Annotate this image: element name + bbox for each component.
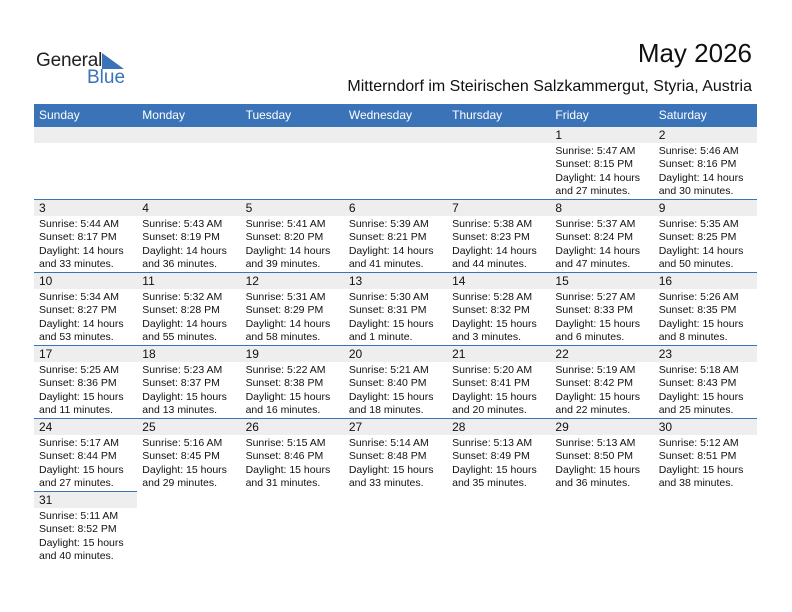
day-sun-info [452,364,550,418]
calendar-grid [34,104,757,564]
day-number: 17 [39,347,53,361]
day-cell [447,272,550,345]
sunrise-time: Sunrise: 5:23 AM [142,364,223,376]
daylight-hours: Daylight: 14 hours [142,317,227,330]
weekday-saturday: Saturday [658,108,707,122]
day-number: 13 [348,274,363,288]
sunrise-time: Sunrise: 5:35 AM [658,218,739,230]
day-cell [447,345,550,418]
day-number [452,126,550,143]
day-number: 7 [452,201,459,215]
day-number: 28 [452,420,466,434]
daylight-minutes: and 50 minutes. [658,258,734,271]
daylight-minutes: and 39 minutes. [245,258,321,271]
weekday-header-row [34,104,757,126]
day-sun-info [555,145,653,199]
daylight-minutes: and 44 minutes. [452,258,527,271]
sunrise-time: Sunrise: 5:20 AM [452,364,533,376]
week-row [34,345,757,418]
sunrise-time: Sunrise: 5:43 AM [142,218,223,230]
day-sun-info [659,145,757,199]
day-cell [344,272,447,345]
sunset-time: Sunset: 8:50 PM [555,450,634,463]
day-sun-info [246,364,344,418]
day-sun-info [555,364,653,418]
daylight-minutes: and 47 minutes. [555,258,631,271]
sunrise-time: Sunrise: 5:14 AM [348,437,429,449]
sunrise-time: Sunrise: 5:17 AM [39,437,119,449]
day-number: 11 [142,274,155,288]
day-cell [550,345,653,418]
daylight-minutes: and 20 minutes. [452,404,527,417]
sunset-time: Sunset: 8:38 PM [245,377,324,390]
day-cell [550,126,653,199]
day-number: 14 [452,274,466,288]
sunrise-time: Sunrise: 5:16 AM [142,437,223,449]
daylight-hours: Daylight: 15 hours [555,463,641,476]
day-sun-info [555,437,653,491]
day-number: 1 [555,128,563,142]
day-cell [344,418,447,491]
day-sun-info [659,291,757,345]
day-number: 26 [245,420,259,434]
daylight-minutes: and 27 minutes. [39,477,114,490]
daylight-minutes: and 38 minutes. [658,477,734,490]
sunrise-time: Sunrise: 5:34 AM [39,291,119,303]
day-sun-info [349,364,447,418]
daylight-minutes: and 58 minutes. [245,331,321,344]
day-sun-info [142,291,240,345]
daylight-hours: Daylight: 15 hours [245,463,331,476]
daylight-hours: Daylight: 15 hours [452,317,537,330]
daylight-hours: Daylight: 15 hours [142,463,227,476]
daylight-hours: Daylight: 15 hours [658,317,744,330]
day-number [349,126,447,143]
daylight-minutes: and 16 minutes. [245,404,321,417]
daylight-hours: Daylight: 14 hours [452,244,537,257]
daylight-minutes: and 8 minutes. [658,331,728,344]
sunset-time: Sunset: 8:45 PM [142,450,220,463]
day-cell [34,199,137,272]
day-sun-info [349,437,447,491]
weekday-thursday: Thursday [452,108,503,122]
daylight-minutes: and 22 minutes. [555,404,631,417]
day-cell [654,272,757,345]
sunrise-time: Sunrise: 5:13 AM [555,437,636,449]
day-number: 31 [39,493,53,507]
day-sun-info [39,510,137,564]
day-number: 22 [555,347,569,361]
day-number: 23 [658,347,673,361]
day-sun-info [452,437,550,491]
sunrise-time: Sunrise: 5:19 AM [555,364,636,376]
sunrise-time: Sunrise: 5:41 AM [245,218,326,230]
daylight-minutes: and 30 minutes. [658,185,734,198]
day-sun-info [659,437,757,491]
logo-general-text: General [36,50,103,71]
daylight-hours: Daylight: 15 hours [348,317,434,330]
daylight-hours: Daylight: 14 hours [245,244,331,257]
logo [36,50,136,90]
day-cell [137,418,240,491]
daylight-minutes: and 11 minutes. [39,404,113,417]
day-cell [241,199,344,272]
sunset-time: Sunset: 8:36 PM [39,377,117,390]
day-cell [241,272,344,345]
day-sun-info [246,437,344,491]
daylight-hours: Daylight: 15 hours [245,390,331,403]
week-row [34,126,757,199]
daylight-minutes: and 18 minutes. [348,404,424,417]
weekday-friday: Friday [555,108,589,122]
sunrise-time: Sunrise: 5:15 AM [245,437,326,449]
day-number: 25 [142,420,156,434]
day-cell [34,491,137,564]
sunset-time: Sunset: 8:15 PM [555,158,634,171]
daylight-hours: Daylight: 15 hours [452,463,537,476]
day-number: 18 [142,347,156,361]
weekday-wednesday: Wednesday [348,108,412,122]
daylight-minutes: and 27 minutes. [555,185,631,198]
day-number: 6 [348,201,356,215]
day-sun-info [39,437,137,491]
sunrise-time: Sunrise: 5:30 AM [348,291,429,303]
sunrise-time: Sunrise: 5:37 AM [555,218,636,230]
weekday-tuesday: Tuesday [245,108,292,122]
day-number: 5 [245,201,253,215]
sunset-time: Sunset: 8:37 PM [142,377,220,390]
day-number: 9 [658,201,666,215]
day-sun-info [349,218,447,272]
day-cell [137,126,240,199]
day-cell [550,199,653,272]
daylight-minutes: and 31 minutes. [245,477,321,490]
daylight-minutes: and 53 minutes. [39,331,114,344]
day-number: 21 [452,347,466,361]
daylight-hours: Daylight: 15 hours [452,390,537,403]
week-row [34,491,757,564]
day-cell [34,126,137,199]
day-sun-info [555,218,653,272]
sunset-time: Sunset: 8:43 PM [658,377,737,390]
daylight-hours: Daylight: 15 hours [142,390,227,403]
sunrise-time: Sunrise: 5:46 AM [658,145,739,157]
week-row [34,199,757,272]
daylight-minutes: and 41 minutes. [348,258,424,271]
day-sun-info [39,364,137,418]
sunset-time: Sunset: 8:33 PM [555,304,634,317]
daylight-hours: Daylight: 15 hours [39,463,124,476]
sunset-time: Sunset: 8:21 PM [348,231,427,244]
day-number: 8 [555,201,563,215]
daylight-hours: Daylight: 14 hours [39,317,124,330]
sunset-time: Sunset: 8:42 PM [555,377,634,390]
day-cell [447,199,550,272]
sunset-time: Sunset: 8:49 PM [452,450,530,463]
daylight-hours: Daylight: 14 hours [245,317,331,330]
sunrise-time: Sunrise: 5:31 AM [245,291,326,303]
sunset-time: Sunset: 8:40 PM [348,377,427,390]
sunset-time: Sunset: 8:48 PM [348,450,427,463]
daylight-minutes: and 40 minutes. [39,550,114,563]
day-number: 2 [658,128,666,142]
day-number: 20 [348,347,363,361]
daylight-hours: Daylight: 14 hours [39,244,124,257]
daylight-minutes: and 33 minutes. [348,477,424,490]
day-number: 12 [245,274,259,288]
sunset-time: Sunset: 8:32 PM [452,304,530,317]
daylight-hours: Daylight: 15 hours [555,317,641,330]
day-number: 27 [348,420,363,434]
sunset-time: Sunset: 8:20 PM [245,231,324,244]
day-sun-info [142,364,240,418]
day-cell [137,272,240,345]
sunrise-time: Sunrise: 5:28 AM [452,291,533,303]
day-sun-info [452,218,550,272]
sunrise-time: Sunrise: 5:22 AM [245,364,326,376]
sunrise-time: Sunrise: 5:27 AM [555,291,636,303]
day-sun-info [39,218,137,272]
sunrise-time: Sunrise: 5:18 AM [658,364,739,376]
day-sun-info [659,218,757,272]
daylight-hours: Daylight: 15 hours [658,463,744,476]
daylight-minutes: and 36 minutes. [142,258,217,271]
sunset-time: Sunset: 8:29 PM [245,304,324,317]
day-cell [34,418,137,491]
day-sun-info [659,364,757,418]
sunrise-time: Sunrise: 5:21 AM [348,364,429,376]
sunrise-time: Sunrise: 5:47 AM [555,145,636,157]
daylight-minutes: and 33 minutes. [39,258,114,271]
day-number: 19 [245,347,259,361]
day-cell [654,199,757,272]
sunset-time: Sunset: 8:44 PM [39,450,117,463]
day-cell [344,126,447,199]
day-number [39,126,137,143]
day-number: 16 [658,274,673,288]
daylight-minutes: and 29 minutes. [142,477,217,490]
sunset-time: Sunset: 8:51 PM [658,450,737,463]
page-title: May 2026 [637,38,752,68]
day-cell [241,126,344,199]
daylight-hours: Daylight: 15 hours [348,390,434,403]
day-number: 3 [39,201,46,215]
daylight-minutes: and 6 minutes. [555,331,625,344]
day-cell [34,272,137,345]
day-sun-info [246,291,344,345]
daylight-minutes: and 25 minutes. [658,404,734,417]
day-number [142,126,240,143]
daylight-hours: Daylight: 15 hours [555,390,641,403]
day-cell [550,418,653,491]
day-sun-info [142,437,240,491]
day-sun-info [246,218,344,272]
logo-blue-text: Blue [87,67,126,88]
sunrise-time: Sunrise: 5:11 AM [39,510,119,522]
day-cell [654,345,757,418]
day-cell [137,199,240,272]
day-sun-info [142,218,240,272]
day-sun-info [452,291,550,345]
sunrise-time: Sunrise: 5:12 AM [658,437,739,449]
sunrise-time: Sunrise: 5:38 AM [452,218,533,230]
day-number: 15 [555,274,569,288]
sunset-time: Sunset: 8:28 PM [142,304,220,317]
day-cell [241,418,344,491]
sunset-time: Sunset: 8:23 PM [452,231,530,244]
sunrise-time: Sunrise: 5:26 AM [658,291,739,303]
day-number: 4 [142,201,149,215]
sunrise-time: Sunrise: 5:13 AM [452,437,533,449]
sunset-time: Sunset: 8:31 PM [348,304,427,317]
sunset-time: Sunset: 8:19 PM [142,231,220,244]
sunrise-time: Sunrise: 5:25 AM [39,364,119,376]
daylight-hours: Daylight: 15 hours [39,536,124,549]
day-cell [344,199,447,272]
daylight-minutes: and 3 minutes. [452,331,522,344]
sunset-time: Sunset: 8:16 PM [658,158,737,171]
day-number: 24 [39,420,53,434]
sunset-time: Sunset: 8:46 PM [245,450,324,463]
sunrise-time: Sunrise: 5:32 AM [142,291,223,303]
location-subtitle: Mitterndorf im Steirischen Salzkammergut, Styria, Austria [347,78,752,95]
day-cell [34,345,137,418]
weeks-container [34,126,757,564]
day-cell [654,126,757,199]
day-number: 10 [39,274,53,288]
daylight-minutes: and 13 minutes. [142,404,217,417]
daylight-hours: Daylight: 14 hours [658,244,744,257]
sunset-time: Sunset: 8:24 PM [555,231,634,244]
daylight-minutes: and 1 minute. [348,331,413,344]
day-number: 29 [555,420,569,434]
sunrise-time: Sunrise: 5:39 AM [348,218,429,230]
sunset-time: Sunset: 8:35 PM [658,304,737,317]
daylight-hours: Daylight: 14 hours [555,171,641,184]
sunset-time: Sunset: 8:17 PM [39,231,117,244]
sunset-time: Sunset: 8:41 PM [452,377,530,390]
daylight-hours: Daylight: 15 hours [39,390,124,403]
day-cell [654,418,757,491]
daylight-hours: Daylight: 14 hours [142,244,227,257]
day-number [246,126,344,143]
daylight-minutes: and 36 minutes. [555,477,631,490]
sunrise-time: Sunrise: 5:44 AM [39,218,119,230]
day-cell [344,345,447,418]
sunset-time: Sunset: 8:25 PM [658,231,737,244]
day-sun-info [349,291,447,345]
sunset-time: Sunset: 8:52 PM [39,523,117,536]
sunset-time: Sunset: 8:27 PM [39,304,117,317]
daylight-minutes: and 35 minutes. [452,477,527,490]
day-sun-info [555,291,653,345]
week-row [34,418,757,491]
daylight-hours: Daylight: 15 hours [658,390,744,403]
daylight-hours: Daylight: 15 hours [348,463,434,476]
week-row [34,272,757,345]
daylight-hours: Daylight: 14 hours [555,244,641,257]
day-cell [241,345,344,418]
daylight-hours: Daylight: 14 hours [658,171,744,184]
day-cell [137,345,240,418]
day-cell [447,126,550,199]
daylight-hours: Daylight: 14 hours [348,244,434,257]
day-cell [447,418,550,491]
day-cell [550,272,653,345]
daylight-minutes: and 55 minutes. [142,331,217,344]
weekday-monday: Monday [142,108,185,122]
day-sun-info [39,291,137,345]
weekday-sunday: Sunday [39,108,80,122]
day-number: 30 [658,420,673,434]
